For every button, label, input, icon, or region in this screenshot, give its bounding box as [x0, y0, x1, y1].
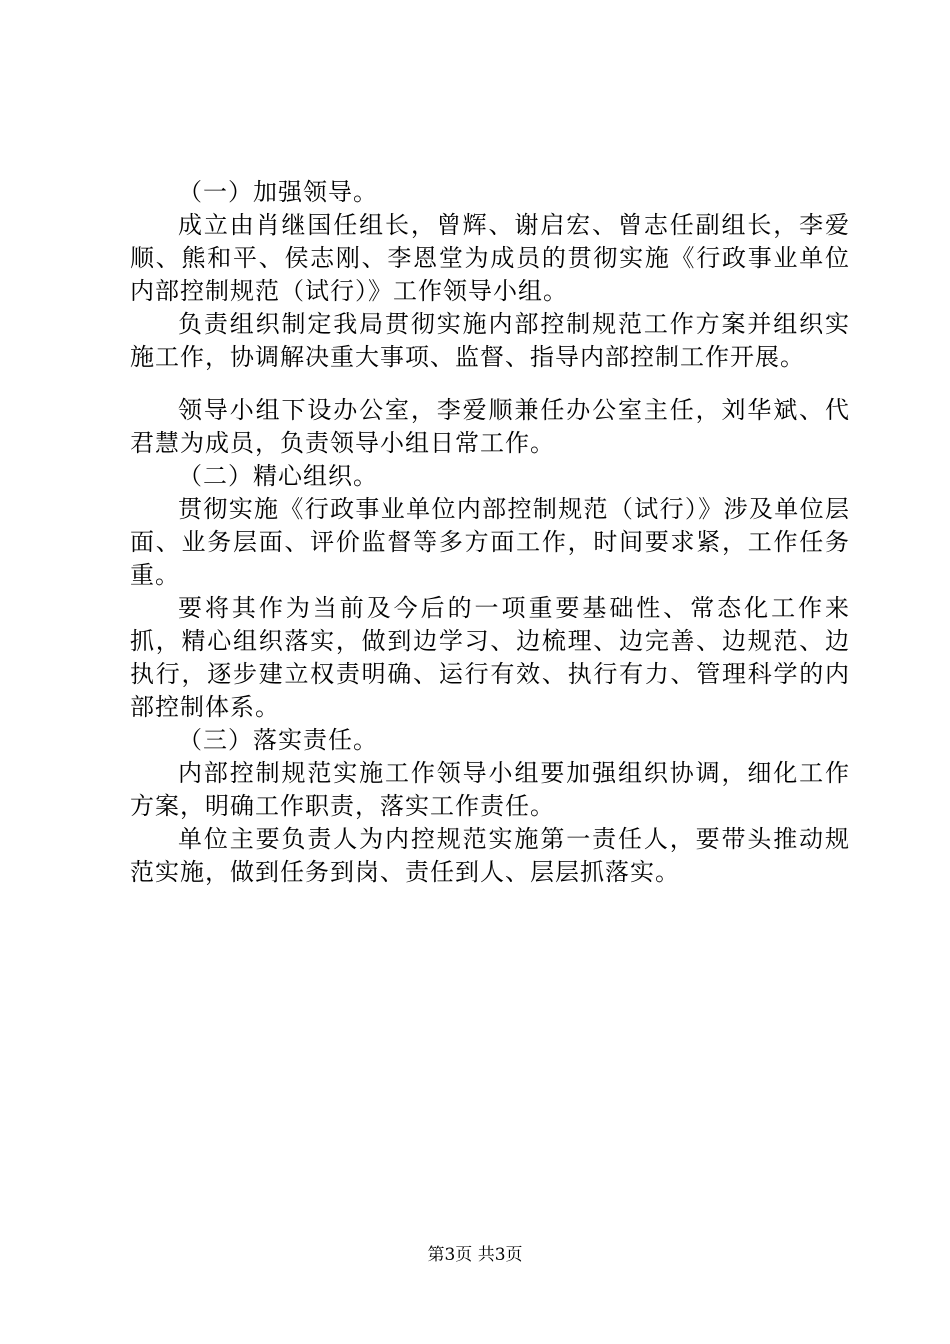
paragraph-implementation-approach: 要将其作为当前及今后的一项重要基础性、常态化工作来抓，精心组织落实，做到边学习、边梳理、边完善、边规范、边执行，逐步建立权责明确、运行有效、执行有力、管理科学的内部控制体系。	[130, 594, 850, 721]
paragraph-implementation-scope: 贯彻实施《行政事业单位内部控制规范（试行）》涉及单位层面、业务层面、评价监督等多方面工作，时间要求紧，工作任务重。	[130, 495, 850, 589]
paragraph-leading-group-members: 成立由肖继国任组长，曾辉、谢启宏、曾志任副组长，李爱顺、熊和平、侯志刚、李恩堂为成员的贯彻实施《行政事业单位内部控制规范（试行）》工作领导小组。	[130, 211, 850, 305]
section-heading-implement-responsibility: （三）落实责任。	[178, 726, 378, 754]
document-body	[130, 176, 850, 889]
page-number-footer: 第3页 共3页	[427, 1245, 523, 1265]
paragraph-group-responsibilities: 负责组织制定我局贯彻实施内部控制规范工作方案并组织实施工作，协调解决重大事项、监督、指导内部控制工作开展。	[130, 310, 850, 371]
paragraph-group-coordination: 内部控制规范实施工作领导小组要加强组织协调，细化工作方案，明确工作职责，落实工作责任。	[130, 759, 850, 820]
paragraph-primary-responsible-person: 单位主要负责人为内控规范实施第一责任人，要带头推动规范实施，做到任务到岗、责任到人、层层抓落实。	[130, 825, 850, 886]
paragraph-office-setup: 领导小组下设办公室，李爱顺兼任办公室主任，刘华斌、代君慧为成员，负责领导小组日常工作。	[130, 396, 850, 457]
section-heading-strengthen-leadership: （一）加强领导。	[178, 178, 378, 206]
section-heading-careful-organization: （二）精心组织。	[178, 462, 378, 490]
